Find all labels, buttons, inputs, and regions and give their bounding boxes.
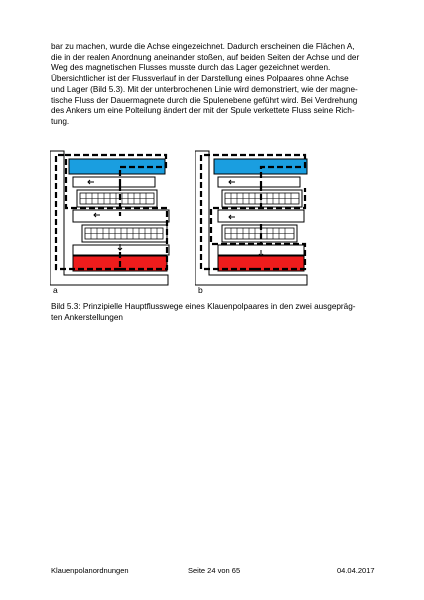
footer-chapter: Klauenpolanordnungen [51, 566, 129, 575]
flux-diagram-a [50, 148, 180, 288]
flux-diagram-b [195, 148, 325, 288]
middle-plate [218, 210, 304, 222]
body-line: des Ankers um eine Polteilung ändert der mit der Spule verkettete Fluss seine Rich- [51, 106, 355, 116]
footer-page-number: Seite 24 von 65 [188, 566, 241, 575]
body-line: Weg des magnetischen Flusses musste durch das Lager gezeichnet werden. [51, 63, 331, 73]
upper-plate [73, 177, 155, 187]
body-line: bar zu machen, wurde die Achse eingezeichnet. Dadurch erscheinen die Flächen A, [51, 42, 355, 51]
body-line: Übersichtlicher ist der Flussverlauf in der Darstellung eines Polpaares ohne Achse [51, 74, 349, 84]
body-line: tung. [51, 116, 70, 126]
sublabel-b: b [198, 285, 203, 295]
body-line: die in der realen Anordnung aneinander stoßen, auf beiden Seiten der Achse und der [51, 52, 360, 62]
footer-date: 04.04.2017 [337, 566, 375, 575]
body-paragraph [51, 42, 381, 128]
body-line: tische Fluss der Dauermagnete durch die Spulenebene geführt wird. Bei Verdrehung [51, 95, 358, 105]
sublabel-a: a [53, 285, 58, 295]
caption-line: ten Ankerstellungen [51, 312, 123, 322]
figure-caption [51, 302, 381, 323]
caption-line: Bild 5.3: Prinzipielle Hauptflusswege eines Klauenpolpaares in den zwei ausgepräg- [51, 302, 356, 311]
body-line: und Lager (Bild 5.3). Mit der unterbrochenen Linie wird demonstriert, wie der magne- [51, 84, 358, 94]
